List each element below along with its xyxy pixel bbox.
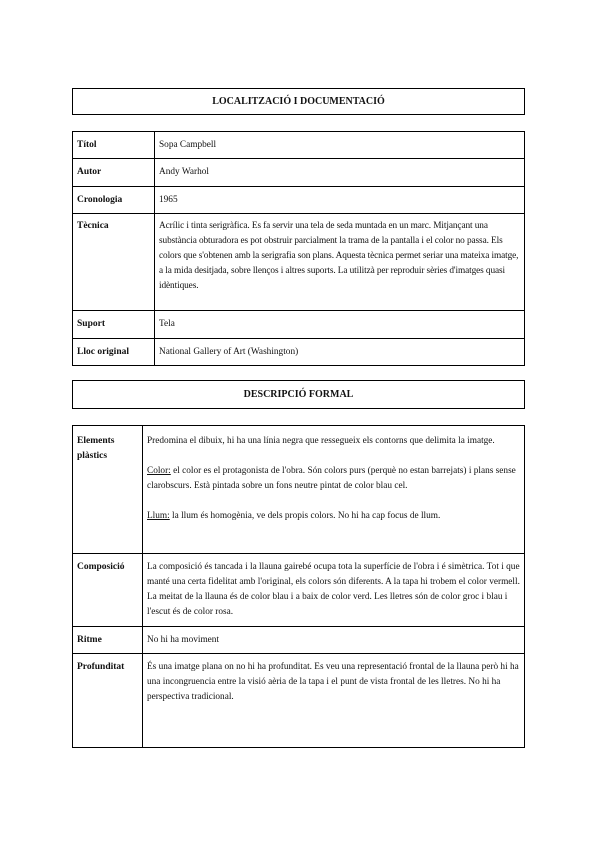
row-value: Tela (155, 311, 525, 339)
elements-paragraph: Predomina el dibuix, hi ha una línia negra que ressegueix els contorns que delimita la imatge. (147, 436, 495, 446)
row-label: Lloc original (73, 339, 155, 366)
row-value: Sopa Campbell (155, 132, 525, 159)
table-row (73, 214, 525, 311)
row-label: Composició (73, 554, 143, 627)
descripcio-table (72, 425, 525, 748)
table-row (73, 187, 525, 214)
table-row (73, 627, 525, 654)
row-value: No hi ha moviment (143, 627, 525, 654)
section-title: DESCRIPCIÓ FORMAL (243, 389, 354, 400)
light-label: Llum: (147, 511, 170, 521)
localitzacio-table (72, 131, 525, 366)
color-text: el color es el protagonista de l'obra. Són colors purs (perquè no estan barrejats) i plans sense clarobscurs. Està pintada sobre un fons neutre pintat de color blau cel. (147, 466, 516, 491)
row-label: Tècnica (73, 214, 155, 311)
section-title: LOCALITZACIÓ I DOCUMENTACIÓ (212, 96, 385, 107)
table-row (73, 311, 525, 339)
light-text: la llum és homogènia, ve dels propis colors. No hi ha cap focus de llum. (169, 511, 441, 521)
row-value: És una imatge plana on no hi ha profunditat. Es veu una representació frontal de la llauna però hi ha una incongruencia entre la visió aèria de la tapa i el punt de vista frontal de les lletres. No hi ha perspectiva tradicional. (143, 654, 525, 748)
color-label: Color: (147, 466, 171, 476)
section-descripcio-header (72, 380, 525, 409)
row-value: Andy Warhol (155, 159, 525, 187)
table-row (73, 339, 525, 366)
table-row (73, 159, 525, 187)
section-localitzacio-header (72, 88, 525, 115)
row-label: Suport (73, 311, 155, 339)
color-paragraph (147, 464, 520, 494)
row-label: Ritme (73, 627, 143, 654)
table-row (73, 554, 525, 627)
row-label: Cronologia (73, 187, 155, 214)
light-paragraph (147, 509, 520, 524)
row-label: Autor (73, 159, 155, 187)
row-label: Títol (73, 132, 155, 159)
row-label: Profunditat (73, 654, 143, 748)
row-label: Elements plàstics (73, 426, 143, 554)
table-row (73, 654, 525, 748)
table-row (73, 426, 525, 554)
row-value: La composició és tancada i la llauna gairebé ocupa tota la superfície de l'obra i é simètrica. Tot i que manté una certa fidelitat amb l'original, els colors són diferents. A la tapa hi trobem el color vermell. La meitat de la llauna és de color blau i a baix de color verd. Les lletres són de color groc i blau i l'escut és de color rosa. (143, 554, 525, 627)
row-value: 1965 (155, 187, 525, 214)
table-row (73, 132, 525, 159)
row-value: National Gallery of Art (Washington) (155, 339, 525, 366)
row-value (143, 426, 525, 554)
row-value: Acrílic i tinta serigràfica. Es fa servir una tela de seda muntada en un marc. Mitjançant una substància obturadora es pot obstruir parcialment la trama de la pantalla i el color no passa. Els colors que s'obtenen amb la serigrafia son plans. Aquesta tècnica permet seriar una mateixa imatge, a la mida desitjada, sobre llenços i altres suports. La utilitzà per reproduir sèries d'imatges quasi idèntiques. (155, 214, 525, 311)
